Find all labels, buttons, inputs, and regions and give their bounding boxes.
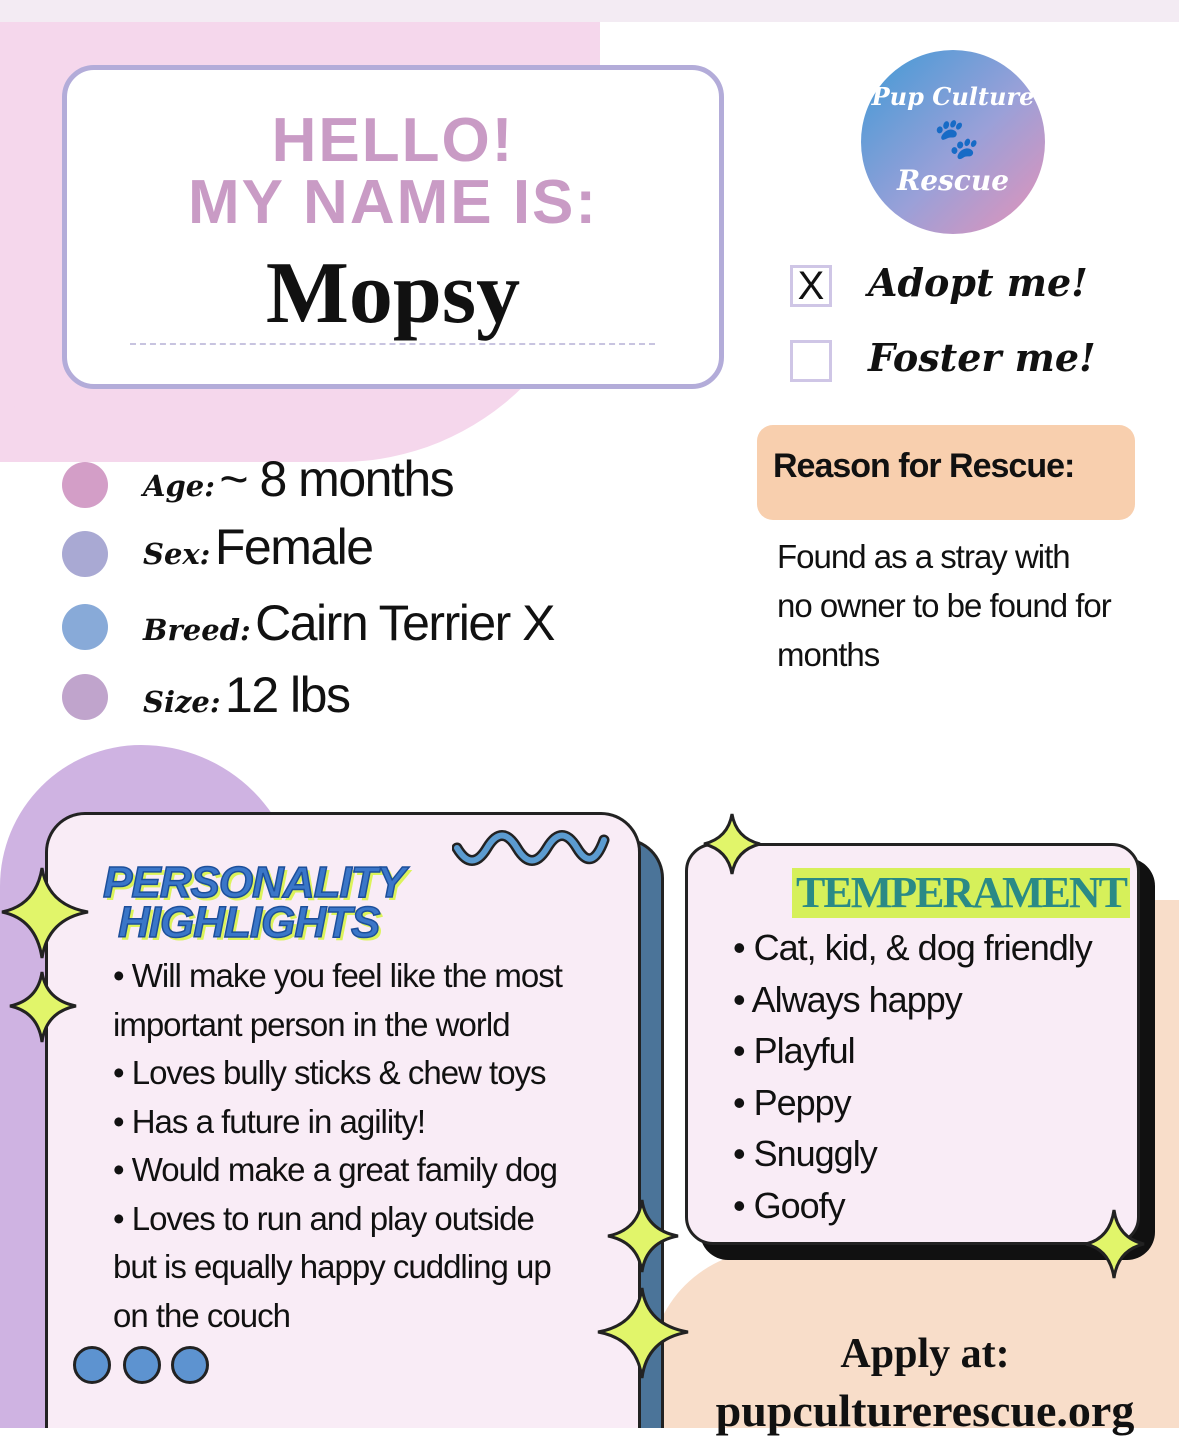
list-item: on the couch [113, 1296, 290, 1334]
reason-heading: Reason for Rescue: [757, 425, 1135, 520]
adopt-label: Adopt me! [868, 260, 1088, 305]
fact-label: Age: [143, 469, 215, 503]
logo-text-bottom: Rescue [896, 164, 1010, 197]
dog-face-icon: 🐾 [928, 115, 978, 162]
list-item: • Snuggly [733, 1133, 877, 1174]
personality-title: PERSONALITY [103, 858, 405, 907]
fact-label: Breed: [143, 613, 251, 647]
list-item: • Loves bully sticks & chew toys [113, 1054, 546, 1091]
my-name-is-heading: MY NAME IS: [187, 168, 599, 237]
fact-value: Female [214, 519, 373, 575]
list-item: • Goofy [733, 1184, 845, 1226]
personality-title: HIGHLIGHTS [118, 898, 380, 947]
fact-label: Size: [143, 685, 221, 719]
logo-text-top: Pup Culture [871, 82, 1035, 111]
apply-heading: Apply at: [840, 1331, 1010, 1377]
hello-heading: HELLO! [271, 106, 515, 175]
list-item: • Peppy [733, 1081, 851, 1123]
list-item: • Always happy [733, 978, 962, 1020]
sparkle-icon [1086, 1210, 1144, 1278]
website-link[interactable]: pupculturerescue.org [715, 1385, 1135, 1436]
sparkle-icon [2, 868, 88, 958]
fact-value: 12 lbs [225, 667, 350, 723]
list-item: • Will make you feel like the most [113, 957, 562, 994]
list-item: but is equally happy cuddling up [113, 1248, 551, 1285]
fact-value: Cairn Terrier X [255, 595, 555, 651]
sparkle-icon [10, 972, 76, 1042]
temperament-title: TEMPERAMENT [792, 868, 1130, 918]
reason-line: months [777, 636, 880, 673]
list-item: • Loves to run and play outside [113, 1199, 534, 1237]
list-item: • Playful [733, 1030, 855, 1071]
sparkle-icon [598, 1288, 688, 1378]
fact-label: Sex: [143, 537, 211, 571]
sparkle-icon [704, 814, 760, 874]
reason-line: Found as a stray with [777, 538, 1070, 575]
list-item: important person in the world [113, 1005, 510, 1043]
sparkle-icon [608, 1200, 678, 1272]
adopt-checkbox[interactable]: X [790, 265, 832, 307]
reason-line: no owner to be found for [777, 587, 1111, 624]
list-item: • Would make a great family dog [113, 1151, 558, 1188]
dog-name: Mopsy [265, 245, 521, 342]
list-item: • Cat, kid, & dog friendly [733, 927, 1092, 968]
fact-value: ~ 8 months [219, 451, 454, 507]
foster-label: Foster me! [868, 335, 1096, 380]
list-item: • Has a future in agility! [113, 1102, 426, 1140]
